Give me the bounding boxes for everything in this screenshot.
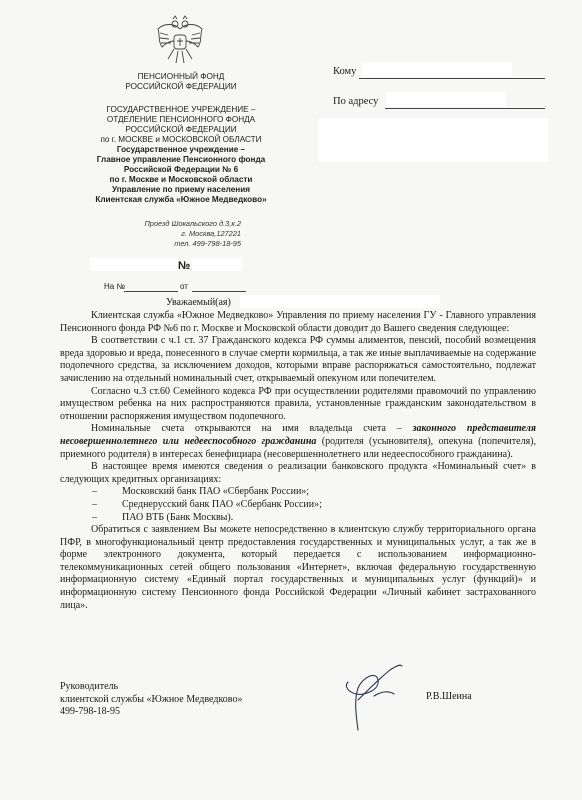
- ot-line: [192, 291, 246, 292]
- branch-line: по г. Москве и Московской области: [109, 175, 253, 184]
- ot-label: от: [180, 282, 188, 291]
- to-label: Кому: [333, 66, 357, 77]
- address-phone: тел. 499-798-18-95: [174, 239, 241, 248]
- letter-body: [60, 310, 536, 612]
- signer-title-2: клиентской службы «Южное Медведково»: [60, 693, 243, 705]
- paragraph: В соответствии с ч.1 ст. 37 Гражданского кодекса РФ суммы алиментов, пенсий, пособий возмещения вреда здоровью и вреда, понесенного в случае смерти кормильца, а так же иные выплачиваемые на содержание подопечного средства, за исключением доходов, которыми вправе распоряжаться самостоятельно, подлежат зачислению на отдельный номинальный счет, открываемый опекуном или попечителем.: [60, 335, 537, 384]
- org-header: [66, 72, 296, 205]
- address-city: г. Москва,127221: [181, 229, 241, 238]
- emphasis-text: законного представителя несовершеннолетнего или недееспособного гражданина: [60, 423, 536, 447]
- number-sign: №: [178, 260, 191, 272]
- branch-line: Российской Федерации № 6: [123, 165, 239, 174]
- paragraph: [60, 423, 536, 461]
- branch-line: Управление по приему населения: [111, 185, 251, 194]
- paragraph: Клиентская служба «Южное Медведково» Управления по приему населения ГУ - Главного управления Пенсионного фонда РФ №6 по г. Москве и Московской области доводит до Вашего сведения следующее:: [60, 310, 536, 334]
- redacted-number: [192, 258, 242, 271]
- org-address: [142, 219, 241, 249]
- na-label: На №: [104, 282, 126, 291]
- list-item: [92, 499, 536, 512]
- paragraph-text: (родителя (усыновителя), опекуна (попечителя), приемного родителя) в интересах бенефициара (несовершеннолетнего или недееспособного гражданина).: [60, 435, 536, 460]
- redacted-address-block: [318, 118, 548, 162]
- dash-bullet: –: [92, 486, 97, 498]
- gu-line: РОССИЙСКОЙ ФЕДЕРАЦИИ: [125, 125, 237, 134]
- address-label: По адресу: [333, 96, 379, 107]
- branch-line: Государственное учреждение –: [116, 145, 246, 154]
- dash-bullet: –: [92, 511, 97, 523]
- paragraph: Обратиться с заявлением Вы можете непосредственно в клиентскую службу территориального органа ПФР, в многофункциональный центр предоставления государственных и муниципальных услуг, а так же в форме электронного документа, который передается с использованием информационно-телекоммуникационных сетей общего пользования «Интернет», включая федеральную государственную информационную систему «Единый портал государственных и муниципальных услуг (функций)» и информационную систему Пенсионного фонда Российской Федерации «Личный кабинет застрахованного лица».: [60, 524, 536, 611]
- signature-block: [60, 681, 242, 719]
- bank-name: Среднерусский банк ПАО «Сбербанк России»;: [122, 498, 322, 510]
- handwritten-signature-icon: [318, 660, 428, 735]
- redacted-address: [386, 92, 506, 107]
- fund-name-2: РОССИЙСКОЙ ФЕДЕРАЦИИ: [125, 82, 237, 91]
- address-line: [385, 108, 545, 109]
- gu-line: по г. МОСКВЕ и МОСКОВСКОЙ ОБЛАСТИ: [100, 135, 262, 144]
- paragraph: Согласно ч.3 ст.60 Семейного кодекса РФ при осуществлении родителями правомочий по управлению имуществом ребенка на них распространяются правила, установленные гражданским законодательством в отношении распоряжения имуществом подопечного.: [60, 385, 536, 422]
- greeting: Уважаемый(ая): [166, 297, 231, 308]
- signer-phone: 499-798-18-95: [60, 706, 120, 718]
- na-line: [124, 291, 178, 292]
- signer-name: Р.В.Шеина: [426, 691, 472, 702]
- signer-title: Руководитель: [60, 681, 119, 692]
- to-line: [359, 78, 545, 79]
- list-item: [92, 486, 536, 499]
- redacted-date: [90, 258, 178, 271]
- dash-bullet: –: [92, 498, 97, 510]
- redacted-name: [240, 295, 440, 308]
- paragraph-text: Номинальные счета открываются на имя владельца счета –: [91, 423, 413, 435]
- branch-line: Клиентская служба «Южное Медведково»: [95, 195, 267, 204]
- bank-name: Московский банк ПАО «Сбербанк России»;: [122, 486, 310, 498]
- gu-line: ОТДЕЛЕНИЕ ПЕНСИОННОГО ФОНДА: [106, 115, 256, 124]
- redacted-recipient: [362, 62, 512, 77]
- fund-name: ПЕНСИОННЫЙ ФОНД: [137, 72, 225, 81]
- list-item: [92, 512, 536, 525]
- paragraph: В настоящее время имеются сведения о реализации банковского продукта «Номинальный счет» в следующих кредитных организациях:: [60, 461, 536, 485]
- branch-line: Главное управление Пенсионного фонда: [96, 155, 266, 164]
- coat-of-arms-icon: [154, 15, 206, 65]
- gu-line: ГОСУДАРСТВЕННОЕ УЧРЕЖДЕНИЕ –: [106, 105, 256, 114]
- address-street: Проезд Шокальского д.3,к.2: [144, 219, 241, 228]
- bank-name: ПАО ВТБ (Банк Москвы).: [122, 511, 234, 523]
